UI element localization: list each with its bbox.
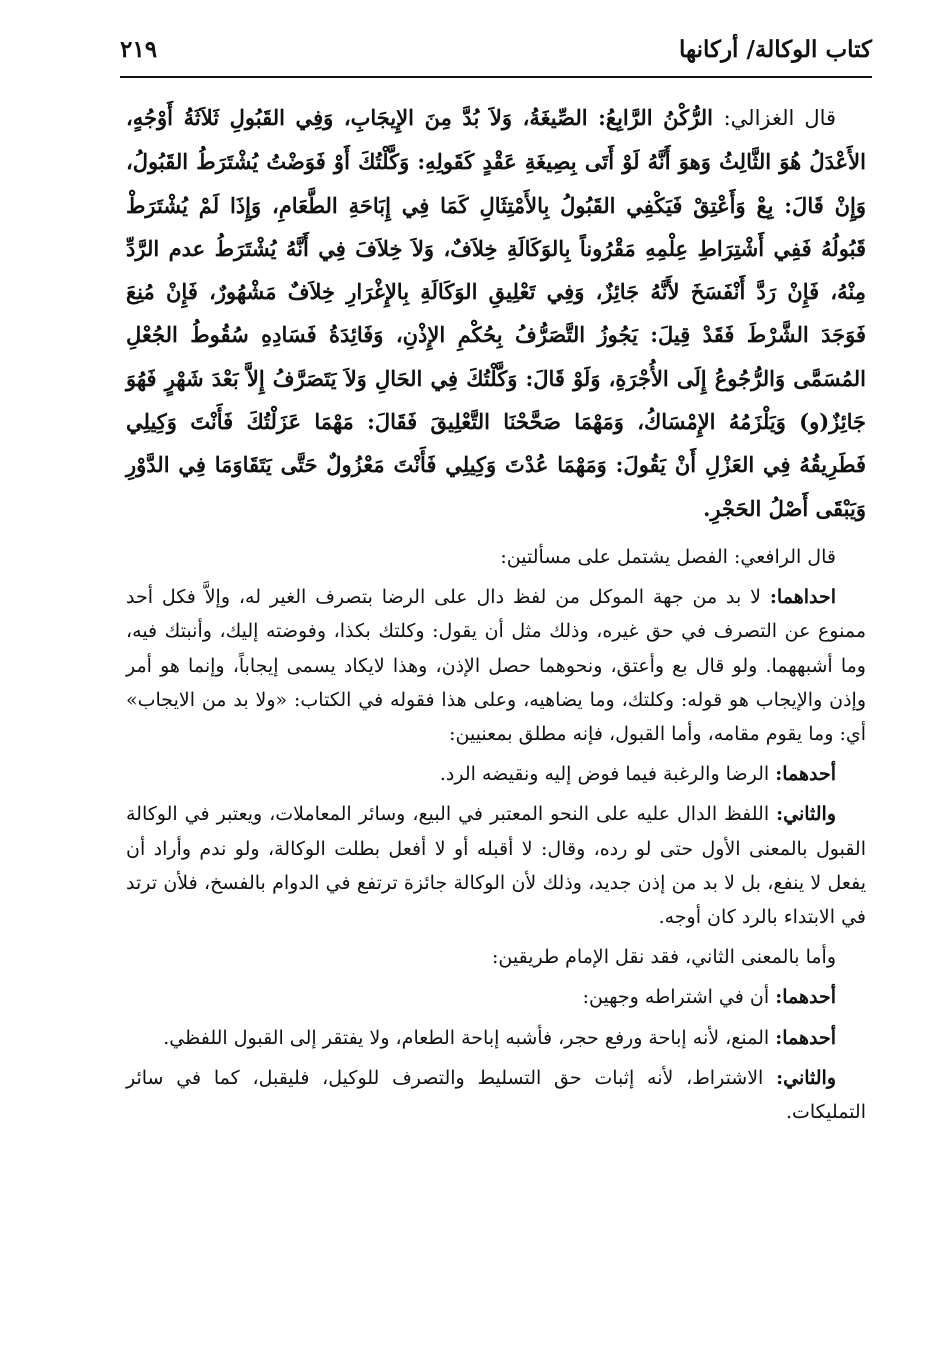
- header-rule: [120, 76, 872, 78]
- page-body: [126, 96, 866, 1129]
- sharh-term-2: أحدهما:: [775, 763, 836, 786]
- sharh-paragraph-7: [126, 1061, 866, 1129]
- matn-speaker: قال الغزالي:: [723, 106, 837, 130]
- sharh-term-1: احداهما:: [769, 586, 836, 609]
- sharh-text-2: الرضا والرغبة فيما فوض إليه ونقيضه الرد.: [439, 763, 770, 786]
- sharh-paragraph-4: وأما بالمعنى الثاني، فقد نقل الإمام طريقين:: [492, 946, 836, 969]
- sharh-paragraph-5: [126, 980, 866, 1014]
- sharh-text-3: اللفظ الدال عليه على النحو المعتبر في البيع، وسائر المعاملات، ويعتبر في الوكالة القبول بالمعنى الأول حتى لو رده، وقال: لا أقبله أو لا أفعل بطلت الوكالة، ولو ندم وأراد أن يفعل لا ينفع، بل لا بد من إذن جديد، وذلك لأن الوكالة جائزة ترتفع في الدوام بالفسخ، فلأن ترتد في الابتداء بالرد كان أوجه.: [126, 803, 866, 928]
- sharh-term-7: والثاني:: [776, 1066, 836, 1089]
- sharh-paragraph-2: [126, 757, 866, 791]
- sharh-paragraph-3: [126, 797, 866, 934]
- running-head: كتاب الوكالة/ أركانها: [678, 35, 872, 63]
- sharh-term-6: أحدهما:: [775, 1026, 836, 1049]
- sharh-text-7: الاشتراط، لأنه إثبات حق التسليط والتصرف للوكيل، فليقبل، كما في سائر التمليكات.: [126, 1066, 866, 1124]
- sharh-text-5: أن في اشتراطه وجهين:: [582, 986, 770, 1009]
- sharh-paragraph-1: [126, 580, 866, 751]
- sharh-text-6: المنع، لأنه إباحة ورفع حجر، فأشبه إباحة الطعام، ولا يفتقر إلى القبول اللفظي.: [163, 1026, 770, 1049]
- sharh-text-1: لا بد من جهة الموكل من لفظ دال على الرضا بتصرف الغير له، وإلاَّ فكل أحد ممنوع عن التصرف في حق غيره، وذلك مثل أن يقول: وكلتك بكذا، وفوضته إليك، وأنبتك فيه، وما أشبههما. ولو قال بع وأعتق، ونحوهما حصل الإذن، وهذا لايكاد يسمى إيجاباً، وإنما هو أمر وإذن والإيجاب هو قوله: وكلتك، وما يضاهيه، وعلى هذا فقوله في الكتاب: «ولا بد من الايجاب» أي: وما يقوم مقامه، وأما القبول، فإنه مطلق بمعنيين:: [126, 586, 866, 745]
- matn-paragraph: [126, 96, 866, 530]
- sharh-term-5: أحدهما:: [775, 986, 836, 1009]
- sharh-term-3: والثاني:: [776, 803, 837, 826]
- sharh-paragraph-6: [126, 1021, 866, 1055]
- page-number: ٢١٩: [120, 35, 158, 63]
- page-header: [120, 26, 872, 72]
- matn-text: الرُّكْنُ الرَّابِعُ: الصِّيغَةُ، وَلاَ بُدَّ مِنَ الإِيجَابِ، وَفِي القَبُولِ ثَلاَثَةُ أَوْجُهٍ، الأَعْدَلُ هُوَ الثَّالِثُ وَهوَ أَنَّهُ لَوْ أَتَى بِصِيغَةِ عَقْدٍ كَقَولِهِ: وَكَّلْتُكَ أَوْ فَوَضْتُ يُشْتَرَطُ القَبُولُ، وَإِنْ قَالَ: بِعْ وَأَعْتِقْ فَيَكْفِي القَبُولُ بِالأَمْتِثَالِ كَمَا فِي إِبَاحَةِ الطَّعَامِ، وَإِذَا لَمْ يُشْتَرَطْ قَبُولُهُ فَفِي أَشْتِرَاطِ عِلْمِهِ مَقْرُوناً بِالوَكَالَةِ خِلاَفٌ، وَلاَ خِلاَفَ فِي أَنَّهُ يُشْتَرَطُ عدم الرَّدِّ مِنْهُ، فَإِنْ رَدَّ أَنْفَسَخَ لأَنَّهُ جَائِزٌ، وَفِي تَعْلِيقِ الوَكَالَةِ بِالإِغْرَارِ خِلاَفٌ مَشْهُورٌ، فَإِنْ مُنِعَ فَوَجَدَ الشَّرْطَ فَقَدْ قِيلَ: يَجُوزُ التَّصَرُّفُ بِحُكْمِ الإِذْنِ، وَفَائِدَةُ فَسَادِهِ سُقُوطُ الجُعْلِ المُسَمَّى وَالرُّجُوعُ إِلَى الأُجْرَةِ، وَلَوْ قَالَ: وَكَّلْتُكَ فِي الحَالِ وَلاَ يَتَصَرَّفُ إِلاَّ بَعْدَ شَهْرٍ فَهُوَ جَائِزٌ(و) وَيَلْزَمُهُ الإِمْسَاكُ، وَمَهْمَا صَحَّحْنَا التَّعْلِيقَ فَقَالَ: مَهْمَا عَزَلْتُكَ فَأَنْتَ وَكِيلِي فَطَرِيقُهُ فِي العَزْلِ أَنْ يَقُولَ: وَمَهْمَا عُدْتَ وَكِيلِي فَأَنْتَ مَعْزُولٌ حَتَّى يَتَقَاوَمَا فِي الدَّوْرِ وَيَبْقَى أَصْلُ الحَجْرِ.: [126, 105, 866, 521]
- sharh-intro: قال الرافعي: الفصل يشتمل على مسألتين:: [500, 545, 836, 568]
